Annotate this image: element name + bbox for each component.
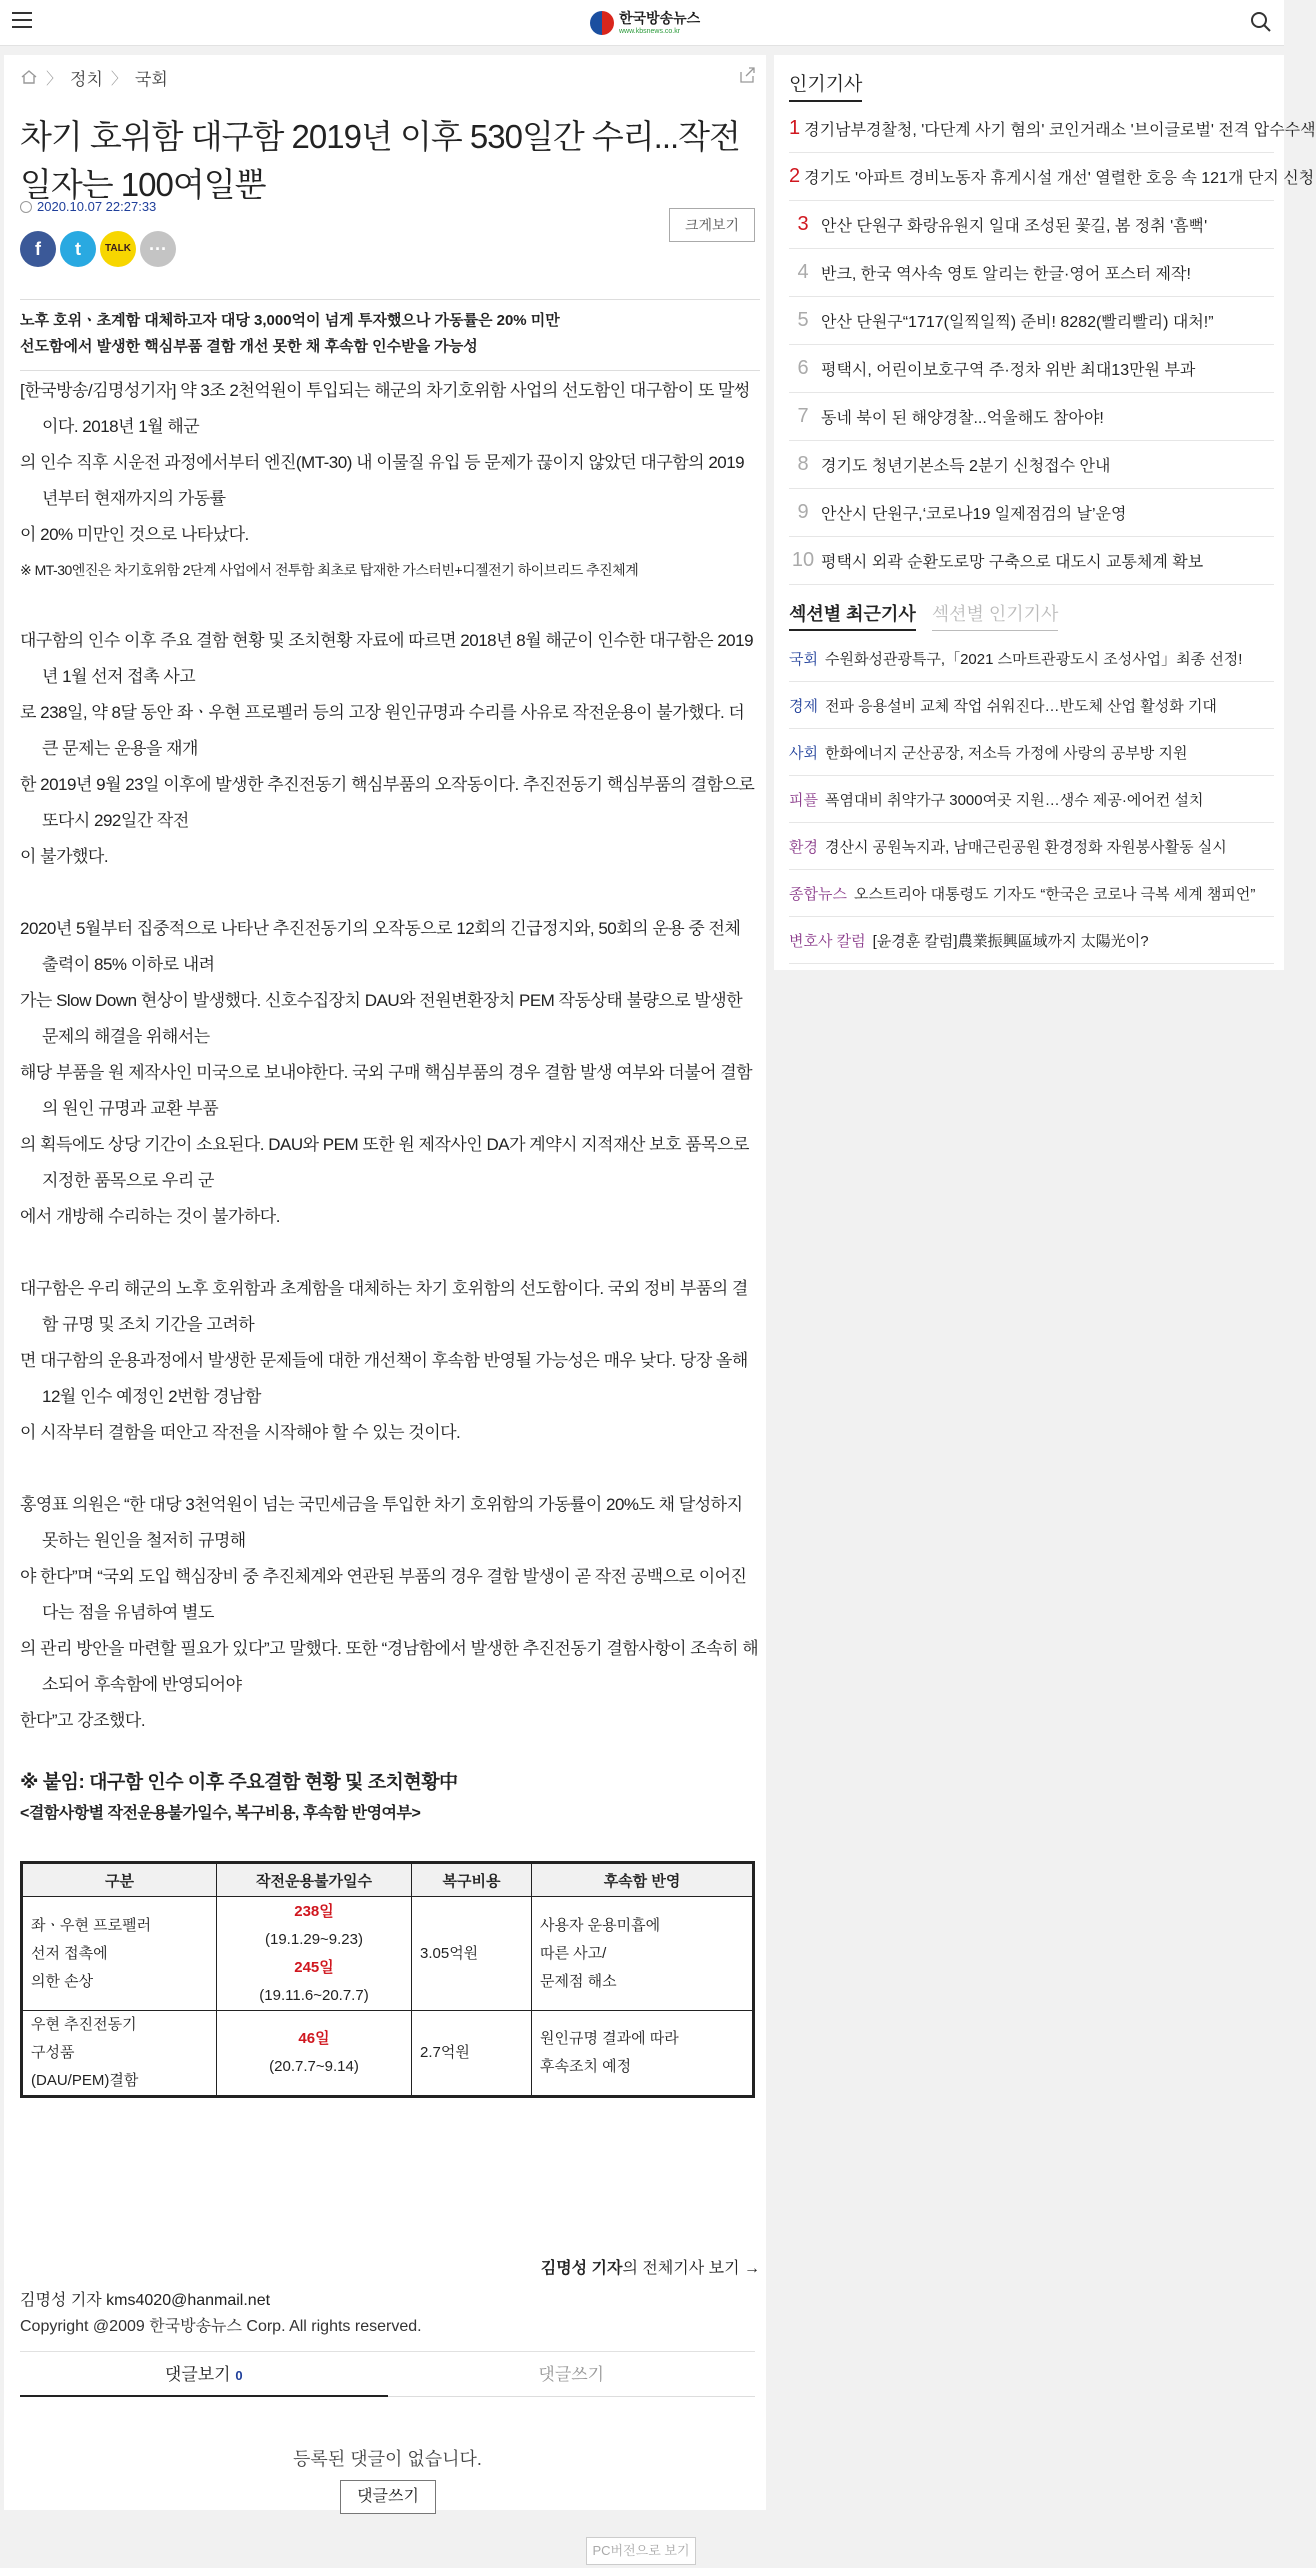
no-comments-text: 등록된 댓글이 없습니다. [293, 2449, 482, 2469]
body-paragraph: 2020년 5월부터 집중적으로 나타난 추진전동기의 오작동으로 12회의 긴급정지와, 50회의 운용 중 전체 출력이 85% 이하로 내려 [20, 919, 741, 974]
rank-number: 6 [797, 357, 809, 379]
cell-line: 따른 사고/ [540, 1944, 607, 1962]
table-row [22, 1897, 754, 2011]
table-cell [22, 1897, 217, 2011]
rank-number: 2 [789, 165, 801, 187]
popular-item[interactable] [789, 537, 1274, 585]
table-header: 복구비용 [412, 1863, 532, 1897]
table-header: 작전운용불가일수 [217, 1863, 412, 1897]
top-bar [0, 0, 1284, 46]
body-note: ※ MT-30엔진은 차기호위함 2단계 사업에서 전투함 최초로 탑재한 가스터빈+디젤전기 하이브리드 추진체계 [20, 562, 639, 578]
copyright: Copyright @2009 한국방송뉴스 Corp. All rights reserved. [20, 2318, 422, 2335]
comment-count: 0 [235, 2368, 243, 2383]
rank-number: 3 [797, 213, 809, 235]
body-paragraph: 이 불가했다. [20, 847, 109, 866]
popular-title: 인기기사 [789, 69, 862, 102]
body-paragraph: 한다”고 강조했다. [20, 1711, 146, 1730]
article-summary [20, 299, 760, 371]
body-paragraph: 해당 부품을 원 제작사인 미국으로 보내야한다. 국외 구매 핵심부품의 경우 결함 발생 여부와 더불어 결함의 원인 규명과 교환 부품 [20, 1063, 753, 1118]
section-category: 종합뉴스 [789, 885, 847, 903]
table-header: 후속함 반영 [532, 1863, 754, 1897]
cell-line: 사용자 운용미흡에 [540, 1916, 661, 1934]
table-cell [532, 2011, 754, 2097]
large-view-button[interactable]: 크게보기 [669, 208, 755, 242]
table-cell: 3.05억원 [412, 1897, 532, 2011]
facebook-icon[interactable]: f [20, 231, 56, 267]
popular-item-title: 평택시 외곽 순환도로망 구축으로 대도시 교통체계 확보 [821, 554, 1204, 571]
days-period: (19.11.6~20.7.7) [259, 1986, 369, 2004]
breadcrumb-politics[interactable]: 정치 [70, 69, 103, 89]
popular-item-title: 안산시 단원구,‘코로나19 일제점검의 날’운영 [821, 506, 1127, 523]
cell-line: 좌ㆍ우현 프로펠러 [31, 1916, 152, 1934]
cell-line: 문제점 해소 [540, 1972, 617, 1990]
section-item[interactable] [789, 729, 1274, 776]
cell-line: (DAU/PEM)결함 [31, 2072, 139, 2089]
reporter-contact: 김명성 기자 kms4020@hanmail.net [20, 2292, 271, 2309]
breadcrumb-separator: 〉 [46, 70, 63, 88]
body-paragraph: 홍영표 의원은 “한 대당 3천억원이 넘는 국민세금을 투입한 차기 호위함의 가동률이 20%도 채 달성하지 못하는 원인을 철저히 규명해 [20, 1495, 743, 1550]
popular-item[interactable] [789, 153, 1315, 201]
article-body [20, 373, 760, 1827]
cell-line: 선저 접촉에 [31, 1944, 108, 1962]
breadcrumb [20, 66, 760, 88]
twitter-icon[interactable]: t [60, 231, 96, 267]
section-item-title: 폭염대비 취약가구 3000여곳 지원…생수 제공·에어컨 설치 [824, 791, 1204, 809]
table-cell [532, 1897, 754, 2011]
section-category: 국회 [789, 650, 818, 668]
section-item-title: 한화에너지 군산공장, 저소득 가정에 사랑의 공부방 지원 [824, 744, 1188, 762]
section-category: 변호사 칼럼 [789, 932, 866, 950]
table-header: 구분 [22, 1863, 217, 1897]
section-category: 사회 [789, 744, 818, 762]
share-icon[interactable] [738, 66, 756, 84]
body-paragraph: 의 획득에도 상당 기간이 소요된다. DAU와 PEM 또한 원 제작사인 DA가 계약시 지적재산 보호 품목으로 지정한 품목으로 우리 군 [20, 1135, 749, 1190]
article-date [20, 199, 156, 214]
cell-line: 우현 추진전동기 [31, 2016, 137, 2033]
pc-version-button[interactable]: PC버전으로 보기 [586, 2537, 696, 2565]
section-item-title: 오스트리아 대통령도 기자도 “한국은 코로나 극복 세계 챔피언” [853, 885, 1256, 903]
popular-item-title: 반크, 한국 역사속 영토 알리는 한글·영어 포스터 제작! [821, 266, 1191, 283]
tab-section-popular[interactable]: 섹션별 인기기사 [932, 600, 1059, 631]
rank-number: 1 [789, 117, 801, 139]
popular-item-title: 동네 북이 된 해양경찰...억울해도 참아야! [821, 410, 1104, 427]
popular-item-title: 안산 단원구 화랑유원지 일대 조성된 꽃길, 봄 정취 '흠뻑' [821, 218, 1208, 235]
body-paragraph: 한 2019년 9월 23일 이후에 발생한 추진전동기 핵심부품의 오작동이다. 추진전동기 핵심부품의 결함으로 또다시 292일간 작전 [20, 775, 755, 830]
tab-label: 댓글보기 [164, 2365, 231, 2384]
home-icon[interactable] [20, 68, 38, 86]
body-paragraph: 면 대구함의 운용과정에서 발생한 문제들에 대한 개선책이 후속함 반영될 가능성은 매우 낮다. 당장 올해 12월 인수 예정인 2번함 경남함 [20, 1351, 748, 1406]
cell-line: 후속조치 예정 [540, 2058, 632, 2075]
summary-line: 노후 호위ㆍ초계함 대체하고자 대당 3,000억이 넘게 투자했으나 가동률은 20% 미만 [20, 312, 560, 329]
rank-number: 7 [797, 405, 809, 427]
popular-item[interactable] [789, 345, 1274, 393]
logo-sub: www.kbsnews.co.kr [619, 28, 681, 35]
section-item[interactable] [789, 823, 1274, 870]
rank-number: 5 [797, 309, 809, 331]
tab-write-comment[interactable]: 댓글쓰기 [388, 2352, 756, 2397]
section-item-title: 전파 응용설비 교체 작업 쉬워진다…반도체 산업 활성화 기대 [824, 697, 1217, 715]
body-paragraph: 가는 Slow Down 현상이 발생했다. 신호수집장치 DAU와 전원변환장치 PEM 작동상태 불량으로 발생한 문제의 해결을 위해서는 [20, 991, 743, 1046]
days-period: (20.7.7~9.14) [269, 2058, 359, 2075]
days-value: 238일 [294, 1902, 334, 1920]
popular-item-title: 경기남부경찰청, '다단계 사기 혐의' 코인거래소 '브이글로벌' 전격 압수수색 [804, 122, 1316, 139]
body-paragraph: 이 20% 미만인 것으로 나타났다. [20, 525, 249, 544]
table-cell [217, 1897, 412, 2011]
social-share [20, 231, 180, 267]
table-row [22, 2011, 754, 2097]
site-logo[interactable] [590, 9, 700, 37]
section-item[interactable] [789, 635, 1274, 682]
rank-number: 4 [797, 261, 809, 283]
logo-mark [590, 11, 614, 35]
more-share-icon[interactable]: ··· [140, 231, 176, 267]
section-category: 피플 [789, 791, 818, 809]
body-paragraph: 로 238일, 약 8달 동안 좌ㆍ우현 프로펠러 등의 고장 원인규명과 수리를 사유로 작전운용이 불가했다. 더 큰 문제는 운용을 재개 [20, 703, 745, 758]
popular-item[interactable] [789, 297, 1274, 345]
appendix-subtitle: <결함사항별 작전운용불가일수, 복구비용, 후속함 반영여부> [20, 1805, 421, 1822]
rank-number: 10 [791, 549, 815, 571]
popular-item[interactable] [789, 393, 1274, 441]
section-item-title: 수원화성관광특구,「2021 스마트관광도시 조성사업」최종 선정! [824, 650, 1243, 668]
section-item[interactable] [789, 917, 1274, 964]
body-paragraph: 대구함은 우리 해군의 노후 호위함과 초계함을 대체하는 차기 호위함의 선도함이다. 국외 정비 부품의 결함 규명 및 조치 기간을 고려하 [20, 1279, 748, 1334]
table-cell [22, 2011, 217, 2097]
popular-item[interactable] [789, 249, 1274, 297]
section-category: 환경 [789, 838, 818, 856]
section-item[interactable] [789, 870, 1274, 917]
cell-line: 원인규명 결과에 따라 [540, 2030, 679, 2047]
appendix-title: ※ 붙임: 대구함 인수 이후 주요결함 현황 및 조치현황中 [20, 1772, 458, 1793]
clock-icon [20, 201, 32, 213]
all-articles-label: 의 전체기사 보기 → [622, 2260, 760, 2277]
tab-section-recent[interactable]: 섹션별 최근기사 [789, 600, 916, 631]
comment-tabs [20, 2351, 755, 2397]
sidebar [774, 55, 1316, 970]
section-category: 경제 [789, 697, 818, 715]
body-paragraph: 의 인수 직후 시운전 과정에서부터 엔진(MT-30) 내 이물질 유입 등 문제가 끊이지 않았던 대구함의 2019년부터 현재까지의 가동률 [20, 453, 745, 508]
days-value: 245일 [294, 1958, 334, 1976]
rank-number: 9 [797, 501, 809, 523]
popular-item[interactable] [789, 489, 1274, 537]
body-paragraph: 이 시작부터 결함을 떠안고 작전을 시작해야 할 수 있는 것이다. [20, 1423, 461, 1442]
popular-item[interactable] [789, 201, 1274, 249]
section-item-title: 경산시 공원녹지과, 남매근린공원 환경정화 자원봉사활동 실시 [824, 838, 1227, 856]
logo-text: 한국방송뉴스 [619, 10, 701, 26]
menu-icon[interactable] [12, 12, 32, 30]
popular-item[interactable] [789, 105, 1316, 153]
article-title: 차기 호위함 대구함 2019년 이후 530일간 수리...작전일자는 100여일뿐 [20, 118, 740, 203]
popular-item-title: 경기도 '아파트 경비노동자 휴게시설 개선' 열렬한 호응 속 121개 단지 신청 [804, 170, 1315, 187]
body-paragraph: 대구함의 인수 이후 주요 결함 현황 및 조치현황 자료에 따르면 2018년 8월 해군이 인수한 대구함은 2019년 1월 선저 접촉 사고 [20, 631, 754, 686]
section-item-title: [윤경훈 칼럼]農業振興區域까지 太陽光이? [872, 932, 1149, 950]
body-paragraph: 의 관리 방안을 마련할 필요가 있다”고 말했다. 또한 “경남함에서 발생한 추진전동기 결함사항이 조속히 해소되어 후속함에 반영되어야 [20, 1639, 759, 1694]
days-period: (19.1.29~9.23) [265, 1930, 363, 1948]
search-icon[interactable] [1250, 11, 1272, 33]
section-list [789, 635, 1274, 964]
section-tabs [789, 600, 1058, 631]
table-cell: 2.7억원 [412, 2011, 532, 2097]
table-cell [217, 2011, 412, 2097]
body-paragraph: 에서 개방해 수리하는 것이 불가하다. [20, 1207, 280, 1226]
breadcrumb-assembly[interactable]: 국회 [134, 69, 168, 89]
body-paragraph: [한국방송/김명성기자] 약 3조 2천억원이 투입되는 해군의 차기호위함 사업의 선도함인 대구함이 또 말썽이다. 2018년 1월 해군 [20, 381, 750, 436]
days-value: 46일 [298, 2030, 330, 2047]
popular-item-title: 평택시, 어린이보호구역 주·정차 위반 최대13만원 부과 [821, 362, 1196, 379]
popular-list [789, 105, 1316, 585]
tab-view-comments[interactable] [20, 2352, 388, 2397]
rank-number: 8 [797, 453, 809, 475]
popular-item[interactable] [789, 441, 1274, 489]
cell-line: 의한 손상 [31, 1972, 94, 1990]
body-paragraph: 야 한다”며 “국외 도입 핵심장비 중 추진체계와 연관된 부품의 경우 결함 발생이 곧 작전 공백으로 이어진다는 점을 유념하여 별도 [20, 1567, 747, 1622]
write-comment-button[interactable]: 댓글쓰기 [340, 2480, 436, 2514]
cell-line: 구성품 [31, 2044, 75, 2061]
popular-item-title: 안산 단원구“1717(일찍일찍) 준비! 8282(빨리빨리) 대처!” [821, 314, 1214, 331]
reporter-name: 김명성 기자 [540, 2260, 623, 2277]
reporter-all-articles-link[interactable] [541, 2255, 760, 2278]
article-column [4, 55, 766, 2510]
popular-item-title: 경기도 청년기본소득 2분기 신청접수 안내 [821, 458, 1111, 475]
kakaotalk-icon[interactable]: TALK [100, 231, 136, 267]
section-item[interactable] [789, 776, 1274, 823]
breadcrumb-separator: 〉 [110, 70, 127, 88]
defect-table [20, 1861, 755, 2098]
date-text: 2020.10.07 22:27:33 [37, 199, 157, 214]
summary-line: 선도함에서 발생한 핵심부품 결함 개선 못한 채 후속함 인수받을 가능성 [20, 338, 478, 355]
section-item[interactable] [789, 682, 1274, 729]
